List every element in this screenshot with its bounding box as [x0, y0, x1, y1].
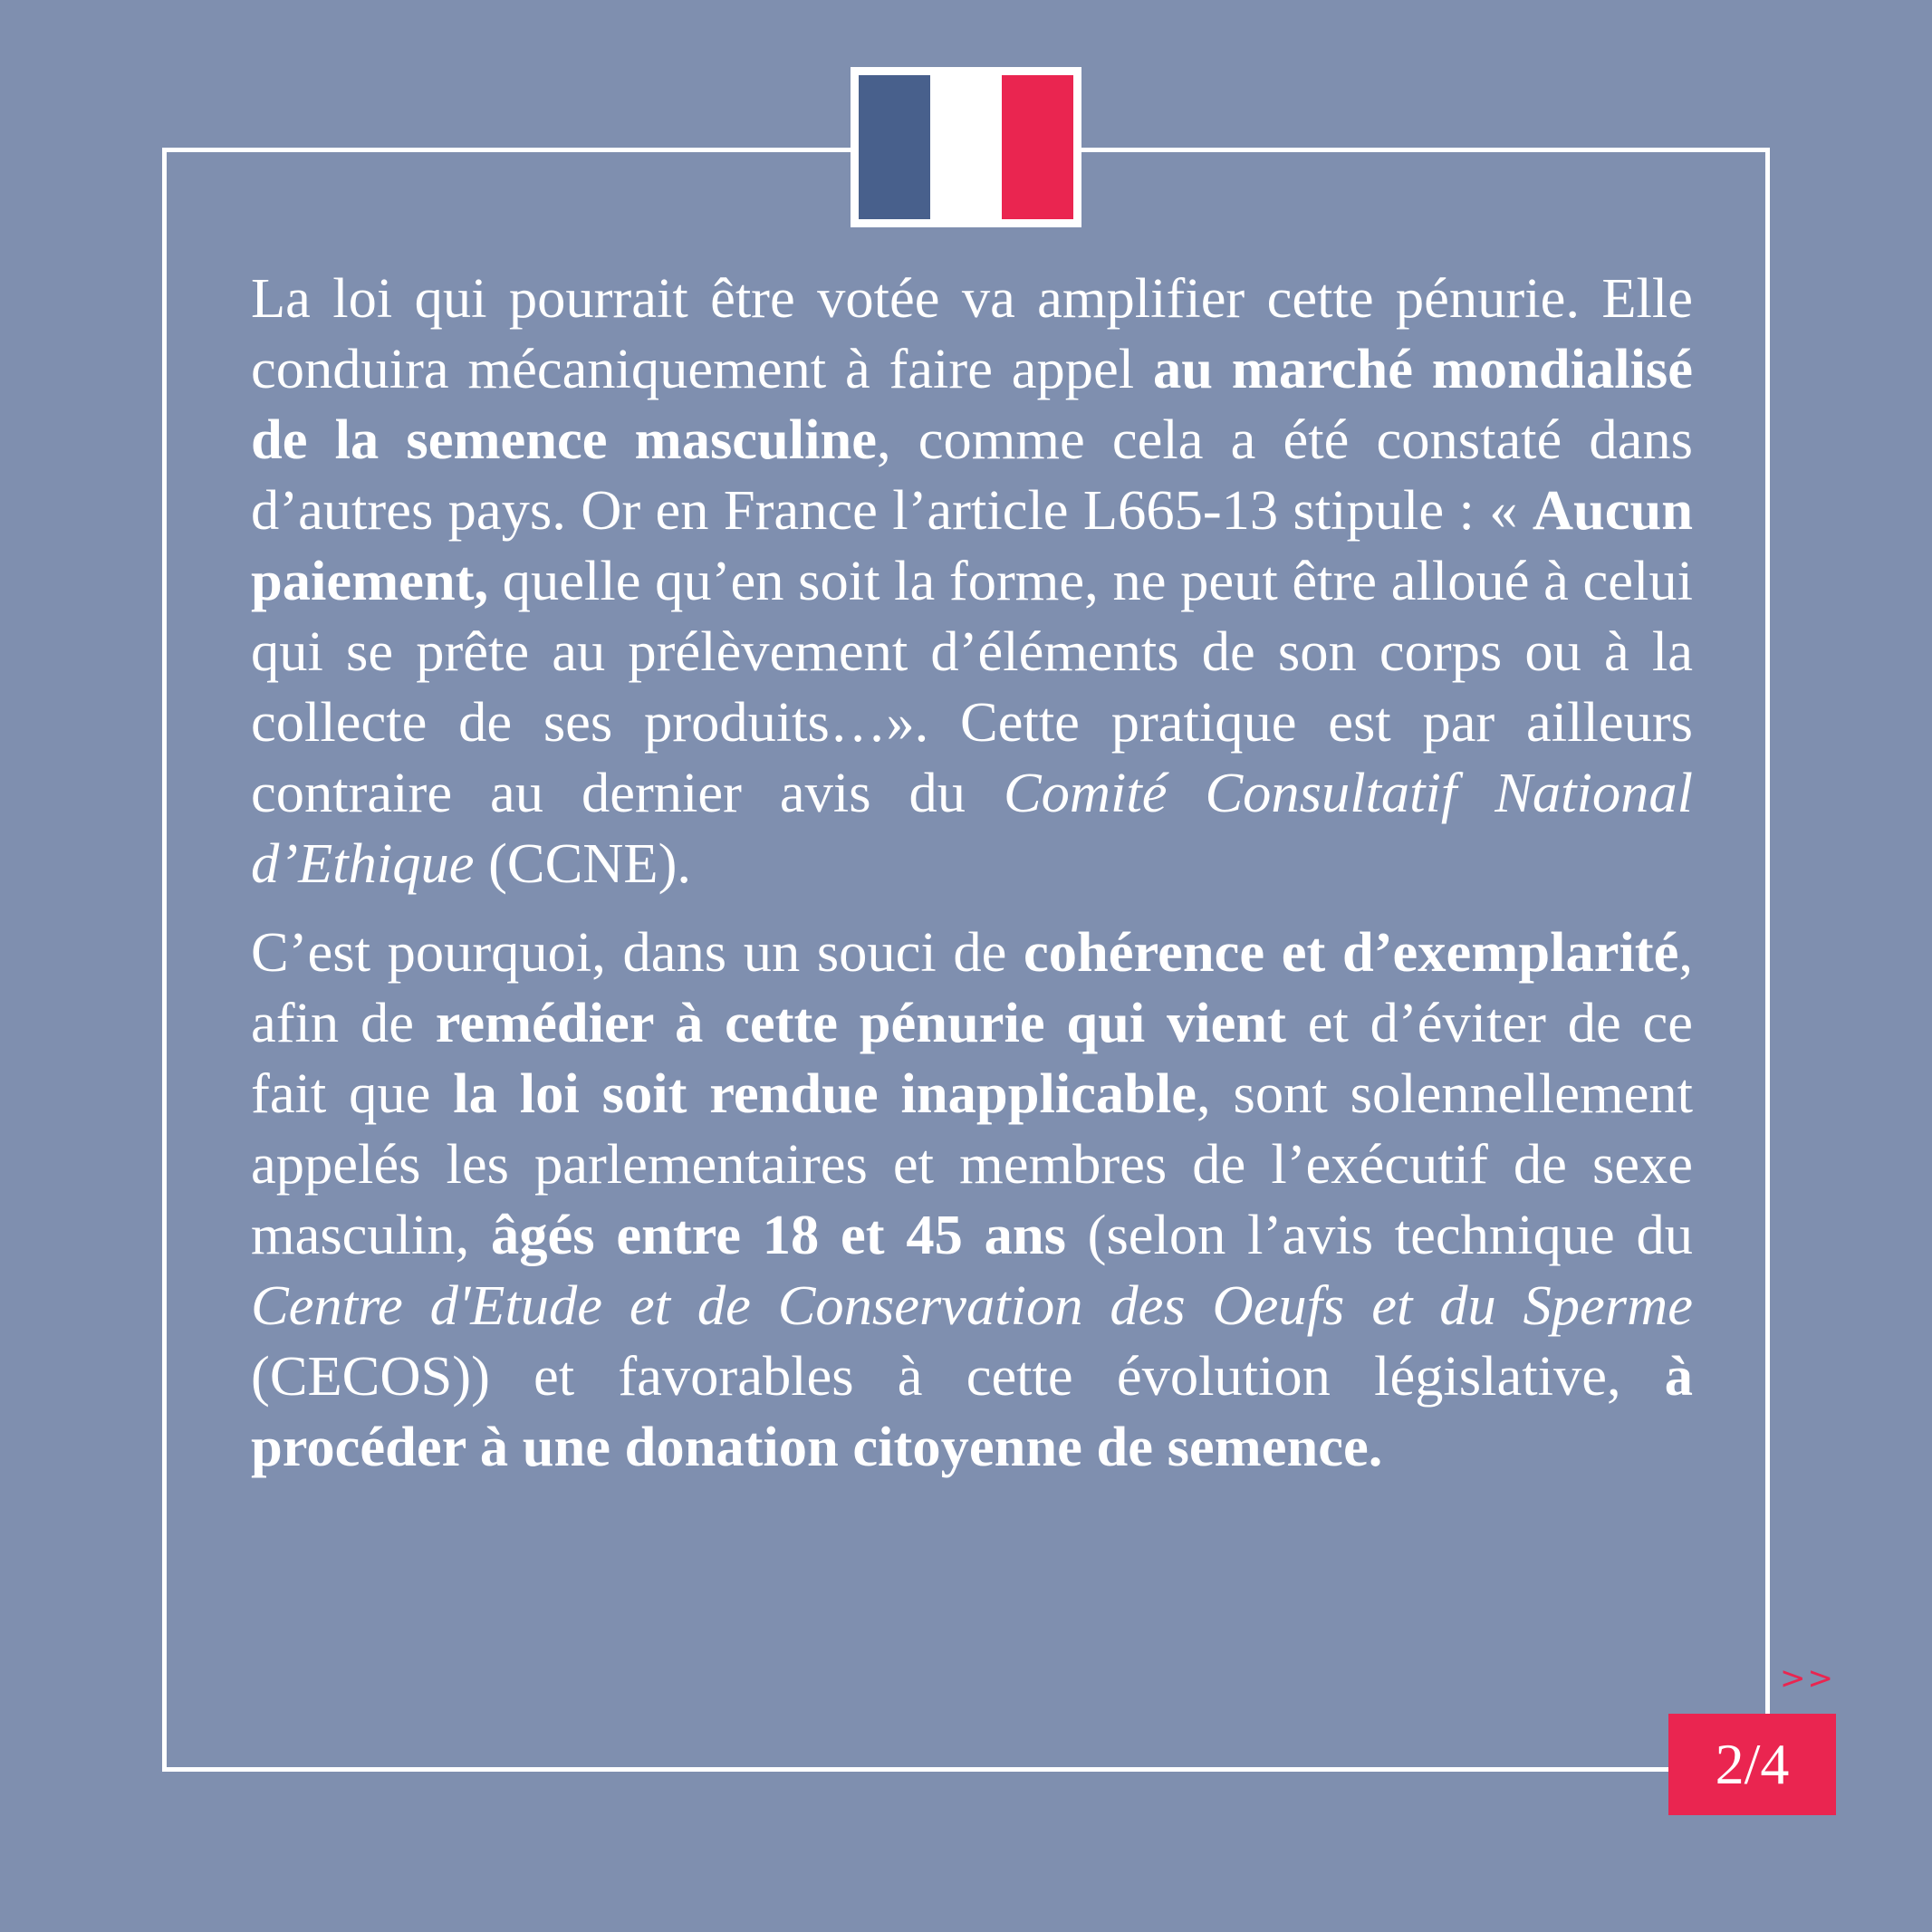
p1-text-3: quelle qu’en soit la forme, ne peut être alloué à celui qui se prête au prélèvement d’éléments de son corps ou à la collecte de ses produits…». Cette pratique est par ailleurs contraire au dernier avis du — [251, 549, 1693, 824]
page-indicator-label: 2/4 — [1715, 1732, 1790, 1796]
p2-text-6: (CECOS)) et favorables à cette évolution législative, — [251, 1344, 1665, 1408]
flag-red-band — [1002, 75, 1073, 219]
p2-text-5: (selon l’avis technique du — [1065, 1203, 1693, 1266]
paragraph-2 — [251, 917, 1693, 1482]
p1-bold-1: au marché mondialisé de la semence masculine — [251, 337, 1693, 471]
p2-text-3: et d’éviter de ce fait que — [251, 991, 1694, 1125]
p1-text-1: La loi qui pourrait être votée va amplifier cette pénurie. Elle conduira mécaniquement à faire appel — [251, 266, 1693, 400]
p2-bold-2: remédier à cette pénurie qui vient — [435, 991, 1286, 1054]
body-text — [251, 263, 1693, 1482]
p2-italic-1: Centre d'Etude et de Conservation des Oeufs et du Sperme — [251, 1274, 1693, 1337]
p2-text-1: C’est pourquoi, dans un souci de — [251, 920, 1024, 984]
p1-text-4: (CCNE). — [474, 831, 692, 895]
next-page-arrow[interactable]: >> — [1780, 1660, 1835, 1697]
paragraph-1 — [251, 263, 1693, 899]
page-indicator-badge — [1668, 1714, 1836, 1815]
p1-text-2: , comme cela a été constaté dans d’autres pays. Or en France l’article L665-13 stipule : « — [251, 408, 1693, 542]
flag-white-band — [930, 75, 1002, 219]
p2-text-2: , afin de — [251, 920, 1693, 1054]
p1-italic-1: Comité Consultatif National d’Ethique — [251, 761, 1694, 895]
p2-bold-4: âgés entre 18 et 45 ans — [491, 1203, 1066, 1266]
p2-bold-1: cohérence et d’exemplarité — [1024, 920, 1679, 984]
flag-blue-band — [859, 75, 930, 219]
french-flag-icon — [851, 67, 1081, 227]
p2-text-4: , sont solennellement appelés les parlementaires et membres de l’exécutif de sexe masculin, — [251, 1062, 1693, 1266]
p2-bold-5: à procéder à une donation citoyenne de semence. — [251, 1344, 1693, 1478]
p2-bold-3: la loi soit rendue inapplicable — [453, 1062, 1197, 1125]
p1-bold-2: Aucun paiement, — [251, 478, 1693, 612]
